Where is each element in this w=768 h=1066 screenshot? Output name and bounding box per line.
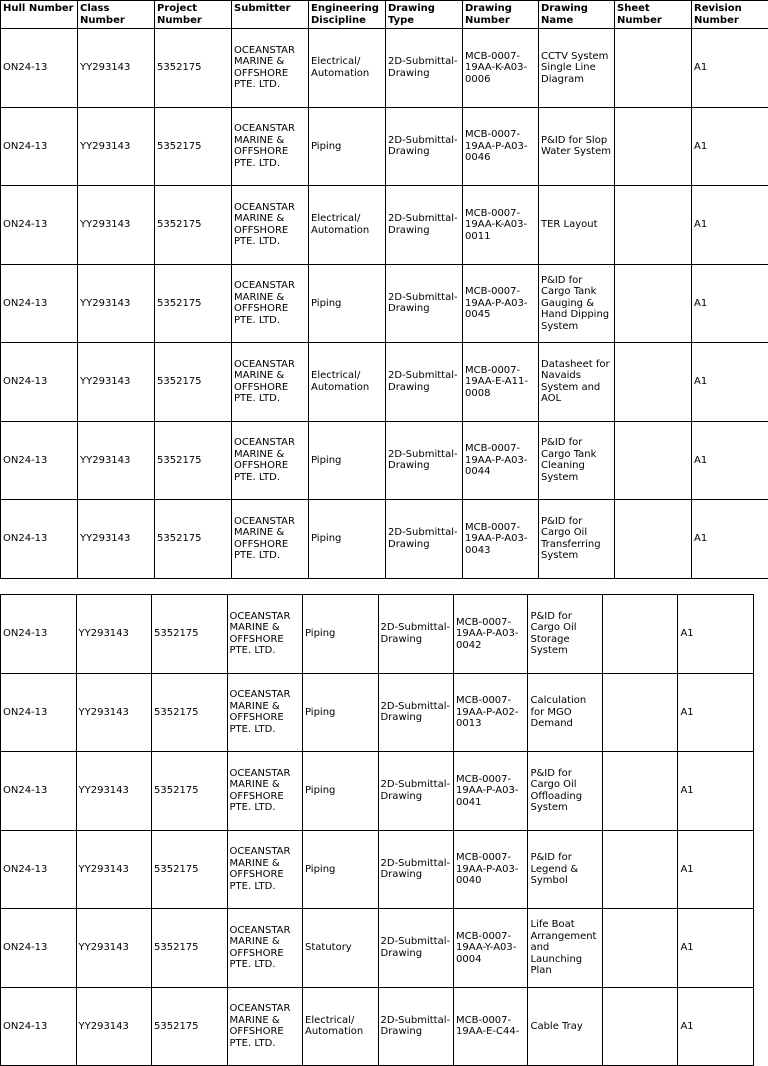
cell-submitter: OCEANSTAR MARINE & OFFSHORE PTE. LTD. — [232, 107, 309, 186]
cell-submitter: OCEANSTAR MARINE & OFFSHORE PTE. LTD. — [227, 909, 303, 988]
table-row — [1, 987, 754, 1066]
cell-drawing-type: 2D-Submittal-Drawing — [386, 29, 463, 108]
cell-drawing-type: 2D-Submittal-Drawing — [378, 830, 454, 909]
cell-submitter: OCEANSTAR MARINE & OFFSHORE PTE. LTD. — [232, 186, 309, 265]
cell-sheet-number — [615, 343, 692, 422]
cell-drawing-number: MCB-0007-19AA-E-C44- — [454, 987, 528, 1066]
table-row — [1, 909, 754, 988]
cell-hull-number: ON24-13 — [1, 421, 78, 500]
table-row — [1, 673, 754, 752]
cell-class-number: YY293143 — [76, 987, 152, 1066]
cell-class-number: YY293143 — [78, 264, 155, 343]
cell-drawing-number: MCB-0007-19AA-Y-A03-0004 — [454, 909, 528, 988]
header-engineering-discipline: Engineering Discipline — [309, 1, 386, 29]
cell-submitter: OCEANSTAR MARINE & OFFSHORE PTE. LTD. — [227, 830, 303, 909]
cell-engineering-discipline: Piping — [303, 830, 379, 909]
cell-drawing-number: MCB-0007-19AA-P-A03-0043 — [463, 500, 539, 579]
cell-submitter: OCEANSTAR MARINE & OFFSHORE PTE. LTD. — [232, 343, 309, 422]
cell-project-number: 5352175 — [155, 29, 232, 108]
cell-project-number: 5352175 — [155, 186, 232, 265]
table-row — [1, 500, 768, 579]
cell-engineering-discipline: Electrical/ Automation — [309, 343, 386, 422]
cell-sheet-number — [615, 107, 692, 186]
cell-drawing-number: MCB-0007-19AA-E-A11-0008 — [463, 343, 539, 422]
header-drawing-number: Drawing Number — [463, 1, 539, 29]
cell-submitter: OCEANSTAR MARINE & OFFSHORE PTE. LTD. — [227, 752, 303, 831]
cell-drawing-name: P&ID for Cargo Oil Storage System — [528, 595, 602, 674]
cell-project-number: 5352175 — [155, 107, 232, 186]
cell-engineering-discipline: Piping — [303, 752, 379, 831]
cell-drawing-type: 2D-Submittal-Drawing — [386, 186, 463, 265]
cell-drawing-type: 2D-Submittal-Drawing — [378, 595, 454, 674]
table-row — [1, 264, 768, 343]
cell-project-number: 5352175 — [152, 987, 228, 1066]
cell-sheet-number — [615, 500, 692, 579]
cell-engineering-discipline: Piping — [309, 107, 386, 186]
cell-drawing-type: 2D-Submittal-Drawing — [378, 987, 454, 1066]
cell-submitter: OCEANSTAR MARINE & OFFSHORE PTE. LTD. — [227, 595, 303, 674]
cell-drawing-number: MCB-0007-19AA-P-A03-0045 — [463, 264, 539, 343]
cell-project-number: 5352175 — [152, 830, 228, 909]
cell-revision-number: A1 — [692, 186, 768, 265]
cell-project-number: 5352175 — [152, 595, 228, 674]
cell-revision-number: A1 — [678, 752, 754, 831]
cell-hull-number: ON24-13 — [1, 264, 78, 343]
cell-hull-number: ON24-13 — [1, 343, 78, 422]
cell-sheet-number — [602, 830, 678, 909]
header-class-number: Class Number — [78, 1, 155, 29]
cell-drawing-name: P&ID for Slop Water System — [539, 107, 615, 186]
cell-drawing-type: 2D-Submittal-Drawing — [386, 264, 463, 343]
header-row — [1, 1, 768, 29]
cell-drawing-number: MCB-0007-19AA-P-A03-0046 — [463, 107, 539, 186]
header-drawing-name: Drawing Name — [539, 1, 615, 29]
cell-hull-number: ON24-13 — [1, 752, 77, 831]
cell-class-number: YY293143 — [76, 909, 152, 988]
cell-revision-number: A1 — [692, 343, 768, 422]
cell-submitter: OCEANSTAR MARINE & OFFSHORE PTE. LTD. — [232, 421, 309, 500]
cell-engineering-discipline: Piping — [309, 500, 386, 579]
header-hull-number: Hull Number — [1, 1, 78, 29]
cell-submitter: OCEANSTAR MARINE & OFFSHORE PTE. LTD. — [232, 29, 309, 108]
cell-project-number: 5352175 — [155, 264, 232, 343]
cell-engineering-discipline: Electrical/ Automation — [309, 186, 386, 265]
cell-class-number: YY293143 — [76, 673, 152, 752]
cell-drawing-name: P&ID for Cargo Oil Offloading System — [528, 752, 602, 831]
cell-class-number: YY293143 — [76, 595, 152, 674]
cell-revision-number: A1 — [678, 673, 754, 752]
cell-submitter: OCEANSTAR MARINE & OFFSHORE PTE. LTD. — [227, 987, 303, 1066]
cell-revision-number: A1 — [678, 987, 754, 1066]
cell-sheet-number — [602, 595, 678, 674]
cell-drawing-name: P&ID for Cargo Oil Transferring System — [539, 500, 615, 579]
cell-project-number: 5352175 — [152, 752, 228, 831]
table-row — [1, 752, 754, 831]
table-row — [1, 343, 768, 422]
header-project-number: Project Number — [155, 1, 232, 29]
cell-engineering-discipline: Electrical/ Automation — [303, 987, 379, 1066]
cell-hull-number: ON24-13 — [1, 595, 77, 674]
cell-project-number: 5352175 — [152, 909, 228, 988]
cell-drawing-name: P&ID for Legend & Symbol — [528, 830, 602, 909]
cell-class-number: YY293143 — [76, 752, 152, 831]
cell-project-number: 5352175 — [155, 500, 232, 579]
cell-engineering-discipline: Piping — [303, 673, 379, 752]
cell-class-number: YY293143 — [78, 29, 155, 108]
cell-revision-number: A1 — [692, 500, 768, 579]
cell-sheet-number — [615, 29, 692, 108]
cell-revision-number: A1 — [678, 830, 754, 909]
drawing-table-page-2 — [0, 594, 754, 1066]
cell-revision-number: A1 — [692, 421, 768, 500]
header-sheet-number: Sheet Number — [615, 1, 692, 29]
table-row — [1, 421, 768, 500]
cell-revision-number: A1 — [692, 264, 768, 343]
cell-hull-number: ON24-13 — [1, 500, 78, 579]
cell-hull-number: ON24-13 — [1, 186, 78, 265]
header-drawing-type: Drawing Type — [386, 1, 463, 29]
cell-drawing-type: 2D-Submittal-Drawing — [378, 909, 454, 988]
cell-drawing-number: MCB-0007-19AA-K-A03-0011 — [463, 186, 539, 265]
cell-hull-number: ON24-13 — [1, 29, 78, 108]
cell-sheet-number — [602, 673, 678, 752]
cell-drawing-type: 2D-Submittal-Drawing — [378, 673, 454, 752]
header-submitter: Submitter — [232, 1, 309, 29]
cell-drawing-number: MCB-0007-19AA-P-A03-0041 — [454, 752, 528, 831]
cell-drawing-type: 2D-Submittal-Drawing — [386, 107, 463, 186]
cell-engineering-discipline: Piping — [309, 421, 386, 500]
cell-hull-number: ON24-13 — [1, 987, 77, 1066]
cell-drawing-name: Calculation for MGO Demand — [528, 673, 602, 752]
cell-revision-number: A1 — [678, 909, 754, 988]
cell-drawing-number: MCB-0007-19AA-P-A03-0040 — [454, 830, 528, 909]
cell-drawing-type: 2D-Submittal-Drawing — [378, 752, 454, 831]
cell-revision-number: A1 — [692, 107, 768, 186]
cell-drawing-name: Life Boat Arrangement and Launching Plan — [528, 909, 602, 988]
cell-drawing-number: MCB-0007-19AA-P-A03-0042 — [454, 595, 528, 674]
cell-hull-number: ON24-13 — [1, 673, 77, 752]
table-row — [1, 29, 768, 108]
cell-submitter: OCEANSTAR MARINE & OFFSHORE PTE. LTD. — [232, 500, 309, 579]
cell-sheet-number — [602, 909, 678, 988]
cell-engineering-discipline: Statutory — [303, 909, 379, 988]
cell-sheet-number — [602, 987, 678, 1066]
cell-class-number: YY293143 — [78, 186, 155, 265]
cell-class-number: YY293143 — [76, 830, 152, 909]
cell-drawing-number: MCB-0007-19AA-P-A03-0044 — [463, 421, 539, 500]
cell-drawing-name: P&ID for Cargo Tank Gauging & Hand Dipping System — [539, 264, 615, 343]
cell-class-number: YY293143 — [78, 500, 155, 579]
cell-sheet-number — [615, 264, 692, 343]
cell-hull-number: ON24-13 — [1, 830, 77, 909]
cell-drawing-type: 2D-Submittal-Drawing — [386, 421, 463, 500]
table-row — [1, 107, 768, 186]
cell-submitter: OCEANSTAR MARINE & OFFSHORE PTE. LTD. — [232, 264, 309, 343]
cell-drawing-name: TER Layout — [539, 186, 615, 265]
cell-submitter: OCEANSTAR MARINE & OFFSHORE PTE. LTD. — [227, 673, 303, 752]
cell-sheet-number — [615, 186, 692, 265]
cell-drawing-name: CCTV System Single Line Diagram — [539, 29, 615, 108]
cell-revision-number: A1 — [678, 595, 754, 674]
cell-drawing-name: P&ID for Cargo Tank Cleaning System — [539, 421, 615, 500]
cell-sheet-number — [615, 421, 692, 500]
cell-drawing-type: 2D-Submittal-Drawing — [386, 343, 463, 422]
cell-hull-number: ON24-13 — [1, 909, 77, 988]
table-row — [1, 186, 768, 265]
cell-class-number: YY293143 — [78, 421, 155, 500]
cell-drawing-type: 2D-Submittal-Drawing — [386, 500, 463, 579]
cell-class-number: YY293143 — [78, 107, 155, 186]
cell-project-number: 5352175 — [152, 673, 228, 752]
cell-class-number: YY293143 — [78, 343, 155, 422]
cell-hull-number: ON24-13 — [1, 107, 78, 186]
header-revision-number: Revision Number — [692, 1, 768, 29]
cell-project-number: 5352175 — [155, 421, 232, 500]
cell-revision-number: A1 — [692, 29, 768, 108]
cell-drawing-name: Datasheet for Navaids System and AOL — [539, 343, 615, 422]
cell-engineering-discipline: Piping — [303, 595, 379, 674]
cell-drawing-number: MCB-0007-19AA-K-A03-0006 — [463, 29, 539, 108]
table-row — [1, 830, 754, 909]
cell-sheet-number — [602, 752, 678, 831]
cell-engineering-discipline: Piping — [309, 264, 386, 343]
cell-project-number: 5352175 — [155, 343, 232, 422]
cell-drawing-number: MCB-0007-19AA-P-A02-0013 — [454, 673, 528, 752]
table-row — [1, 595, 754, 674]
cell-drawing-name: Cable Tray — [528, 987, 602, 1066]
cell-engineering-discipline: Electrical/ Automation — [309, 29, 386, 108]
